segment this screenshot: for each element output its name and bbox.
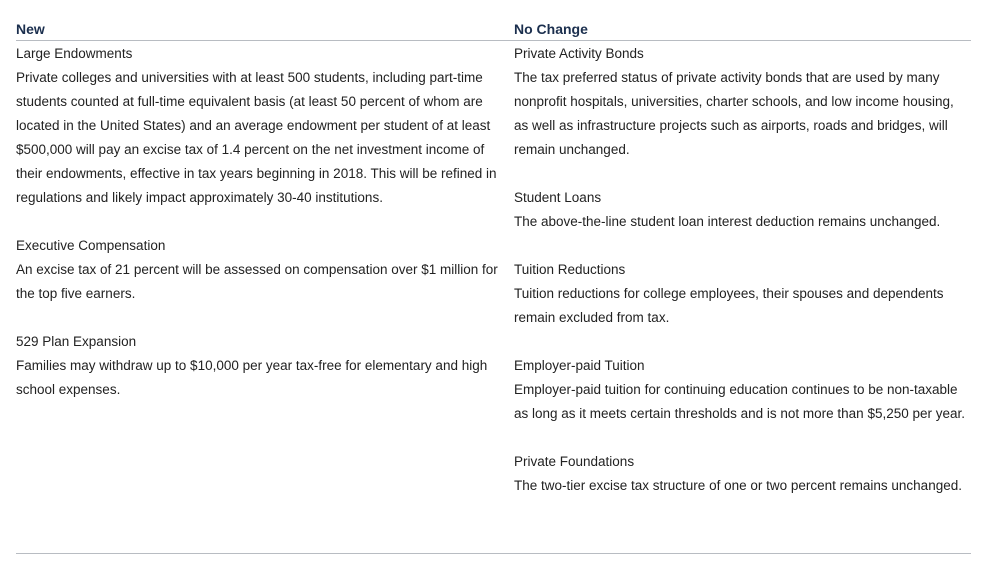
no-change-column [514, 18, 971, 522]
bottom-divider [16, 553, 971, 554]
section-title: Private Activity Bonds [514, 46, 644, 61]
section-large-endowments [16, 42, 514, 210]
new-sections [16, 41, 514, 402]
section-title: Tuition Reductions [514, 262, 626, 277]
section-body: Employer-paid tuition for continuing education continues to be non-taxable as long as it meets certain thresholds and is not more than $5,250 per year. [514, 382, 966, 421]
section-body: The tax preferred status of private activity bonds that are used by many nonprofit hospitals, universities, charter schools, and low income housing, as well as infrastructure projects such as airports, roads and bridges, will remain unchanged. [514, 70, 954, 157]
no-change-column-heading: No Change [514, 18, 971, 41]
tax-changes-table [16, 18, 971, 522]
section-body: Families may withdraw up to $10,000 per year tax-free for elementary and high school expenses. [16, 358, 488, 397]
section-body: The two-tier excise tax structure of one or two percent remains unchanged. [514, 478, 962, 493]
section-executive-compensation [16, 234, 514, 306]
section-body: Tuition reductions for college employees, their spouses and dependents remain excluded from tax. [514, 286, 944, 325]
section-title: Executive Compensation [16, 238, 166, 253]
section-employer-paid-tuition [514, 354, 971, 426]
section-tuition-reductions [514, 258, 971, 330]
new-column-heading: New [16, 18, 514, 41]
section-title: Employer-paid Tuition [514, 358, 645, 373]
section-body: Private colleges and universities with at least 500 students, including part-time students counted at full-time equivalent basis (at least 50 percent of whom are located in the United States) and an average endowment per student of at least $500,000 will pay an excise tax of 1.4 percent on the net investment income of their endowments, effective in tax years beginning in 2018. This will be refined in regulations and likely impact approximately 30-40 institutions. [16, 70, 497, 205]
section-private-activity-bonds [514, 42, 971, 162]
no-change-sections [514, 41, 971, 498]
section-title: Large Endowments [16, 46, 133, 61]
section-body: An excise tax of 21 percent will be assessed on compensation over $1 million for the top five earners. [16, 262, 498, 301]
new-column [16, 18, 514, 522]
section-title: Private Foundations [514, 454, 635, 469]
section-title: 529 Plan Expansion [16, 334, 137, 349]
section-student-loans [514, 186, 971, 234]
section-title: Student Loans [514, 190, 602, 205]
section-private-foundations [514, 450, 971, 498]
columns [16, 18, 971, 522]
section-body: The above-the-line student loan interest deduction remains unchanged. [514, 214, 941, 229]
section-529-plan-expansion [16, 330, 514, 402]
